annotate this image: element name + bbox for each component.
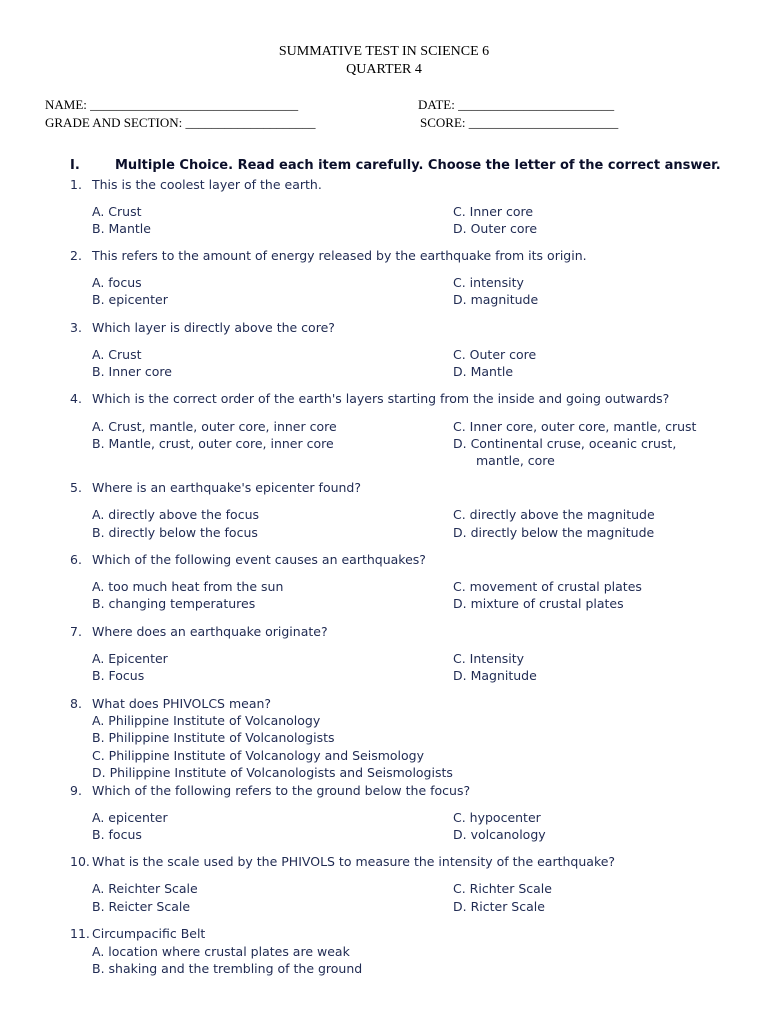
question-number: 3. — [70, 320, 82, 335]
choice-d[interactable]: D. Outer core — [453, 221, 538, 236]
choice-b[interactable]: B. Mantle — [92, 221, 151, 236]
score-field[interactable]: SCORE: _______________________ — [420, 115, 619, 130]
choice-c[interactable]: C. Inner core — [453, 204, 534, 219]
question-number: 5. — [70, 480, 82, 495]
choice-d[interactable]: D. Mantle — [453, 364, 514, 379]
question-text: Which layer is directly above the core? — [92, 320, 335, 335]
choice-c[interactable]: C. Richter Scale — [453, 881, 552, 896]
choice-a[interactable]: A. location where crustal plates are weak — [92, 944, 350, 959]
question-text: What is the scale used by the PHIVOLS to measure the intensity of the earthquake? — [92, 854, 616, 869]
choice-b[interactable]: B. Mantle, crust, outer core, inner core — [92, 436, 334, 451]
choice-c[interactable]: C. movement of crustal plates — [453, 579, 642, 594]
page-title: SUMMATIVE TEST IN SCIENCE 6 — [278, 44, 490, 59]
question-number: 4. — [70, 391, 82, 406]
question-number: 7. — [70, 624, 82, 639]
question-text: Which of the following refers to the ground below the focus? — [92, 783, 471, 798]
question-text: What does PHIVOLCS mean? — [92, 696, 272, 711]
question-text: Where does an earthquake originate? — [92, 624, 328, 639]
choice-b[interactable]: B. Inner core — [92, 364, 172, 379]
choice-d-continued: mantle, core — [476, 453, 555, 468]
choice-a[interactable]: A. focus — [92, 275, 142, 290]
question-text: This refers to the amount of energy released by the earthquake from its origin. — [92, 248, 587, 263]
choice-a[interactable]: A. Crust — [92, 347, 142, 362]
choice-c[interactable]: C. intensity — [453, 275, 524, 290]
choice-d[interactable]: D. Magnitude — [453, 668, 537, 683]
question-number: 10. — [70, 854, 90, 869]
choice-c[interactable]: C. Inner core, outer core, mantle, crust — [453, 419, 697, 434]
question-text: Which is the correct order of the earth's layers starting from the inside and going outwards? — [92, 391, 670, 406]
section-instruction: Multiple Choice. Read each item carefully. Choose the letter of the correct answer. — [115, 158, 721, 173]
question-text: Where is an earthquake's epicenter found? — [92, 480, 362, 495]
choice-a[interactable]: A. Crust, mantle, outer core, inner core — [92, 419, 337, 434]
question-text: Circumpacific Belt — [92, 926, 206, 941]
choice-d[interactable]: D. Ricter Scale — [453, 899, 545, 914]
page-subtitle: QUARTER 4 — [346, 62, 422, 77]
name-field[interactable]: NAME: ________________________________ — [45, 97, 299, 112]
question-number: 2. — [70, 248, 82, 263]
section-numeral: I. — [70, 158, 80, 173]
question-text: Which of the following event causes an earthquakes? — [92, 552, 426, 567]
question-number: 1. — [70, 177, 82, 192]
question-text: This is the coolest layer of the earth. — [92, 177, 322, 192]
choice-a[interactable]: A. too much heat from the sun — [92, 579, 284, 594]
choice-b[interactable]: B. Philippine Institute of Volcanologists — [92, 730, 335, 745]
choice-b[interactable]: B. focus — [92, 827, 142, 842]
choice-a[interactable]: A. Epicenter — [92, 651, 168, 666]
choice-c[interactable]: C. Intensity — [453, 651, 525, 666]
choice-b[interactable]: B. directly below the focus — [92, 525, 258, 540]
choice-b[interactable]: B. changing temperatures — [92, 596, 256, 611]
choice-a[interactable]: A. Crust — [92, 204, 142, 219]
choice-c[interactable]: C. Philippine Institute of Volcanology and Seismology — [92, 748, 424, 763]
choice-a[interactable]: A. Reichter Scale — [92, 881, 198, 896]
choice-a[interactable]: A. epicenter — [92, 810, 168, 825]
choice-d[interactable]: D. volcanology — [453, 827, 546, 842]
choice-d[interactable]: D. Continental cruse, oceanic crust, — [453, 436, 677, 451]
question-number: 11. — [70, 926, 90, 941]
choice-a[interactable]: A. directly above the focus — [92, 507, 260, 522]
grade-section-field[interactable]: GRADE AND SECTION: ____________________ — [45, 115, 316, 130]
choice-c[interactable]: C. directly above the magnitude — [453, 507, 655, 522]
choice-c[interactable]: C. Outer core — [453, 347, 537, 362]
choice-b[interactable]: B. Focus — [92, 668, 145, 683]
choice-d[interactable]: D. directly below the magnitude — [453, 525, 655, 540]
choice-d[interactable]: D. magnitude — [453, 292, 539, 307]
date-field[interactable]: DATE: ________________________ — [418, 97, 615, 112]
question-number: 9. — [70, 783, 82, 798]
choice-b[interactable]: B. Reicter Scale — [92, 899, 191, 914]
choice-d[interactable]: D. Philippine Institute of Volcanologists and Seismologists — [92, 765, 453, 780]
choice-c[interactable]: C. hypocenter — [453, 810, 541, 825]
question-number: 8. — [70, 696, 82, 711]
question-number: 6. — [70, 552, 82, 567]
choice-b[interactable]: B. epicenter — [92, 292, 168, 307]
choice-a[interactable]: A. Philippine Institute of Volcanology — [92, 713, 321, 728]
choice-d[interactable]: D. mixture of crustal plates — [453, 596, 624, 611]
choice-b[interactable]: B. shaking and the trembling of the ground — [92, 961, 363, 976]
